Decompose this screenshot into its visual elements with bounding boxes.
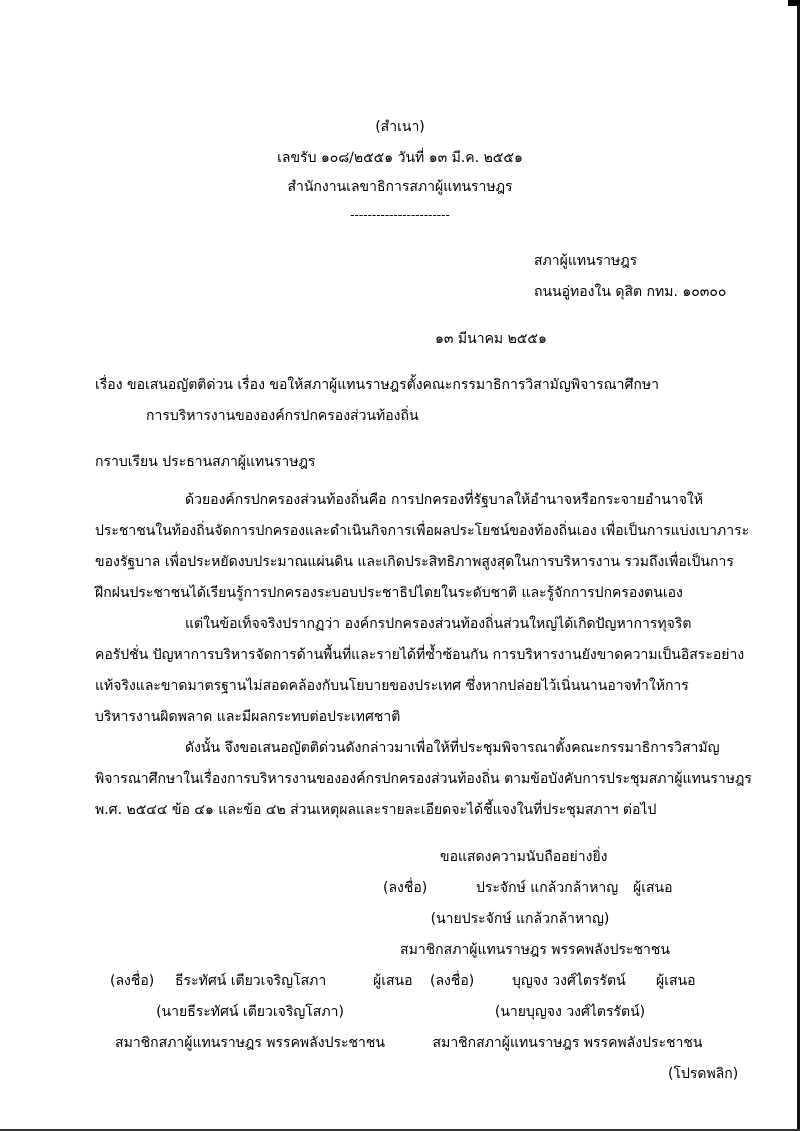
paragraph-3-line-2: พิจารณาศึกษาในเรื่องการบริหารงานขององค์กรปกครองส่วนท้องถิ่น ตามข้อบังคับการประชุมสภาผู้แทนราษฎร (95, 771, 752, 787)
paragraph-1-line-4: ฝึกฝนประชาชนได้เรียนรู้การปกครองระบอบประชาธิปไตยในระดับชาติ และรู้จักการปกครองตนเอง (95, 585, 683, 601)
left-signer-full-name: (นายธีระทัศน์ เตียวเจริญโสภา) (156, 1004, 344, 1020)
right-signer-name: บุญจง วงศ์ไตรรัตน์ (512, 973, 626, 989)
left-signer-sign-prefix: (ลงชื่อ) (110, 973, 155, 989)
scan-top-mark (788, 0, 800, 6)
right-signer-role: ผู้เสนอ (656, 973, 696, 989)
address-line-2: ถนนอู่ทองใน ดุสิต กทม. ๑๐๓๐๐ (534, 284, 727, 300)
paragraph-2-line-3: แท้จริงและขาดมาตรฐานไม่สอดคล้องกับนโยบายของประเทศ ซึ่งหากปล่อยไว้เนิ่นนานอาจทำให้การ (95, 678, 689, 694)
address-line-1: สภาผู้แทนราษฎร (534, 253, 638, 269)
left-signer-name: ธีระทัศน์ เตียวเจริญโสภา (175, 973, 327, 989)
paragraph-2-line-4: บริหารงานผิดพลาด และมีผลกระทบต่อประเทศชาติ (95, 709, 401, 725)
paragraph-2-line-2: คอรัปชั่น ปัญหาการบริหารจัดการด้านพื้นที่และรายได้ที่ซ้ำซ้อนกัน การบริหารงานยังขาดความเป็นอิสระอย่าง (95, 647, 745, 663)
turn-page-note: (โปรดพลิก) (668, 1066, 739, 1082)
right-signer-position: สมาชิกสภาผู้แทนราษฎร พรรคพลังประชาชน (432, 1035, 703, 1051)
main-signer-sign-prefix: (ลงชื่อ) (383, 880, 428, 896)
office-line: สำนักงานเลขาธิการสภาผู้แทนราษฎร (287, 179, 513, 195)
closing: ขอแสดงความนับถืออย่างยิ่ง (440, 849, 608, 865)
right-signer-sign-prefix: (ลงชื่อ) (430, 973, 475, 989)
left-signer-role: ผู้เสนอ (373, 973, 413, 989)
paragraph-1-line-2: ประชาชนในท้องถิ่นจัดการปกครองและดำเนินกิจการเพื่อผลประโยชน์ของท้องถิ่นเอง เพื่อเป็นการแบ่งเบาภาระ (95, 523, 750, 539)
main-signer-role: ผู้เสนอ (633, 880, 673, 896)
paragraph-2-line-1: แต่ในข้อเท็จจริงปรากฏว่า องค์กรปกครองส่วนท้องถิ่นส่วนใหญ่ได้เกิดปัญหาการทุจริต (185, 616, 692, 632)
main-signer-position: สมาชิกสภาผู้แทนราษฎร พรรคพลังประชาชน (400, 942, 670, 958)
main-signer-full-name: (นายประจักษ์ แกล้วกล้าหาญ) (430, 911, 610, 927)
paragraph-1-line-3: ของรัฐบาล เพื่อประหยัดงบประมาณแผ่นดิน และเกิดประสิทธิภาพสูงสุดในการบริหารงาน รวมถึงเพื่อเป็นการ (95, 554, 734, 570)
subject-line-2: การบริหารงานขององค์กรปกครองส่วนท้องถิ่น (146, 408, 419, 424)
receipt-line: เลขรับ ๑๐๘/๒๕๕๑ วันที่ ๑๓ มี.ค. ๒๕๕๑ (277, 150, 523, 166)
document-date: ๑๓ มีนาคม ๒๕๕๑ (435, 331, 547, 347)
subject-line-1: เรื่อง ขอเสนอญัตติด่วน เรื่อง ขอให้สภาผู้แทนราษฎรตั้งคณะกรรมาธิการวิสามัญพิจารณาศึกษา (95, 377, 659, 393)
paragraph-3-line-1: ดังนั้น จึงขอเสนอญัตติด่วนดังกล่าวมาเพื่อให้ที่ประชุมพิจารณาตั้งคณะกรรมาธิการวิสามัญ (185, 740, 720, 756)
dashes-divider: ----------------------- (350, 208, 450, 222)
left-signer-position: สมาชิกสภาผู้แทนราษฎร พรรคพลังประชาชน (115, 1035, 385, 1051)
salutation: กราบเรียน ประธานสภาผู้แทนราษฎร (95, 454, 316, 470)
main-signer-name: ประจักษ์ แกล้วกล้าหาญ (476, 880, 619, 896)
paragraph-1-line-1: ด้วยองค์กรปกครองส่วนท้องถิ่นคือ การปกครองที่รัฐบาลให้อำนาจหรือกระจายอำนาจให้ (185, 492, 703, 508)
right-signer-full-name: (นายบุญจง วงศ์ไตรรัตน์) (494, 1004, 646, 1020)
copy-label: (สำเนา) (375, 119, 425, 135)
paragraph-3-line-3: พ.ศ. ๒๕๔๔ ข้อ ๔๑ และข้อ ๔๒ ส่วนเหตุผลและรายละเอียดจะได้ชี้แจงในที่ประชุมสภาฯ ต่อไป (95, 802, 657, 818)
